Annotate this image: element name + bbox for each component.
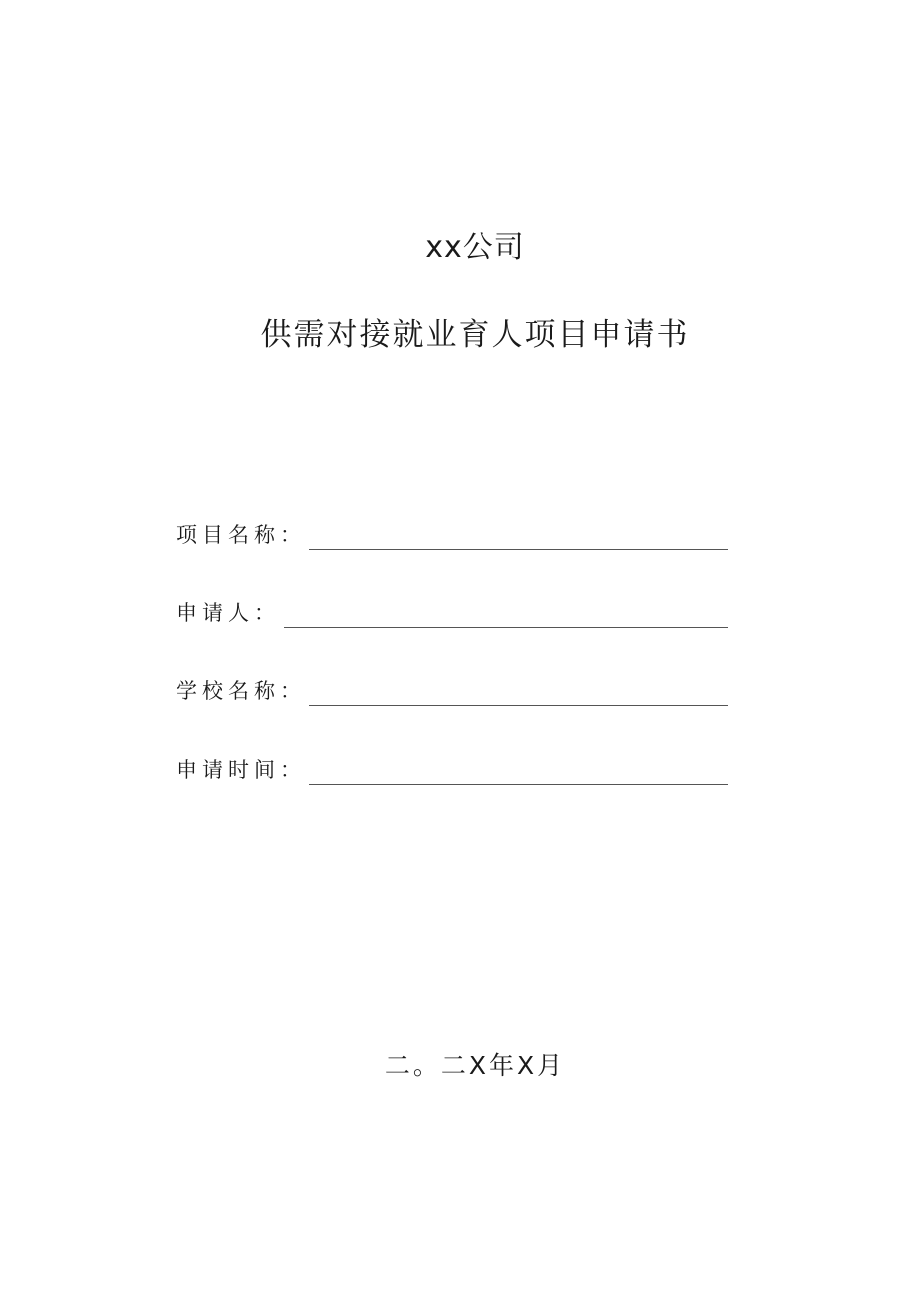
company-name: xx公司 bbox=[425, 230, 525, 265]
project-name-label: 项目名称： bbox=[176, 523, 306, 547]
applicant-field bbox=[176, 598, 728, 632]
applicant-label: 申请人： bbox=[176, 601, 280, 625]
project-name-field bbox=[176, 520, 728, 554]
school-name-blank-line bbox=[309, 705, 728, 706]
project-name-blank-line bbox=[309, 549, 728, 550]
document-title: 供需对接就业育人项目申请书 bbox=[260, 317, 690, 353]
document-date: 二。二X年X月 bbox=[384, 1051, 566, 1080]
school-name-field bbox=[176, 676, 728, 710]
application-time-blank-line bbox=[309, 784, 728, 785]
application-time-label: 申请时间： bbox=[176, 758, 306, 782]
applicant-blank-line bbox=[284, 627, 728, 628]
school-name-label: 学校名称： bbox=[176, 679, 306, 703]
application-time-field bbox=[176, 755, 728, 789]
